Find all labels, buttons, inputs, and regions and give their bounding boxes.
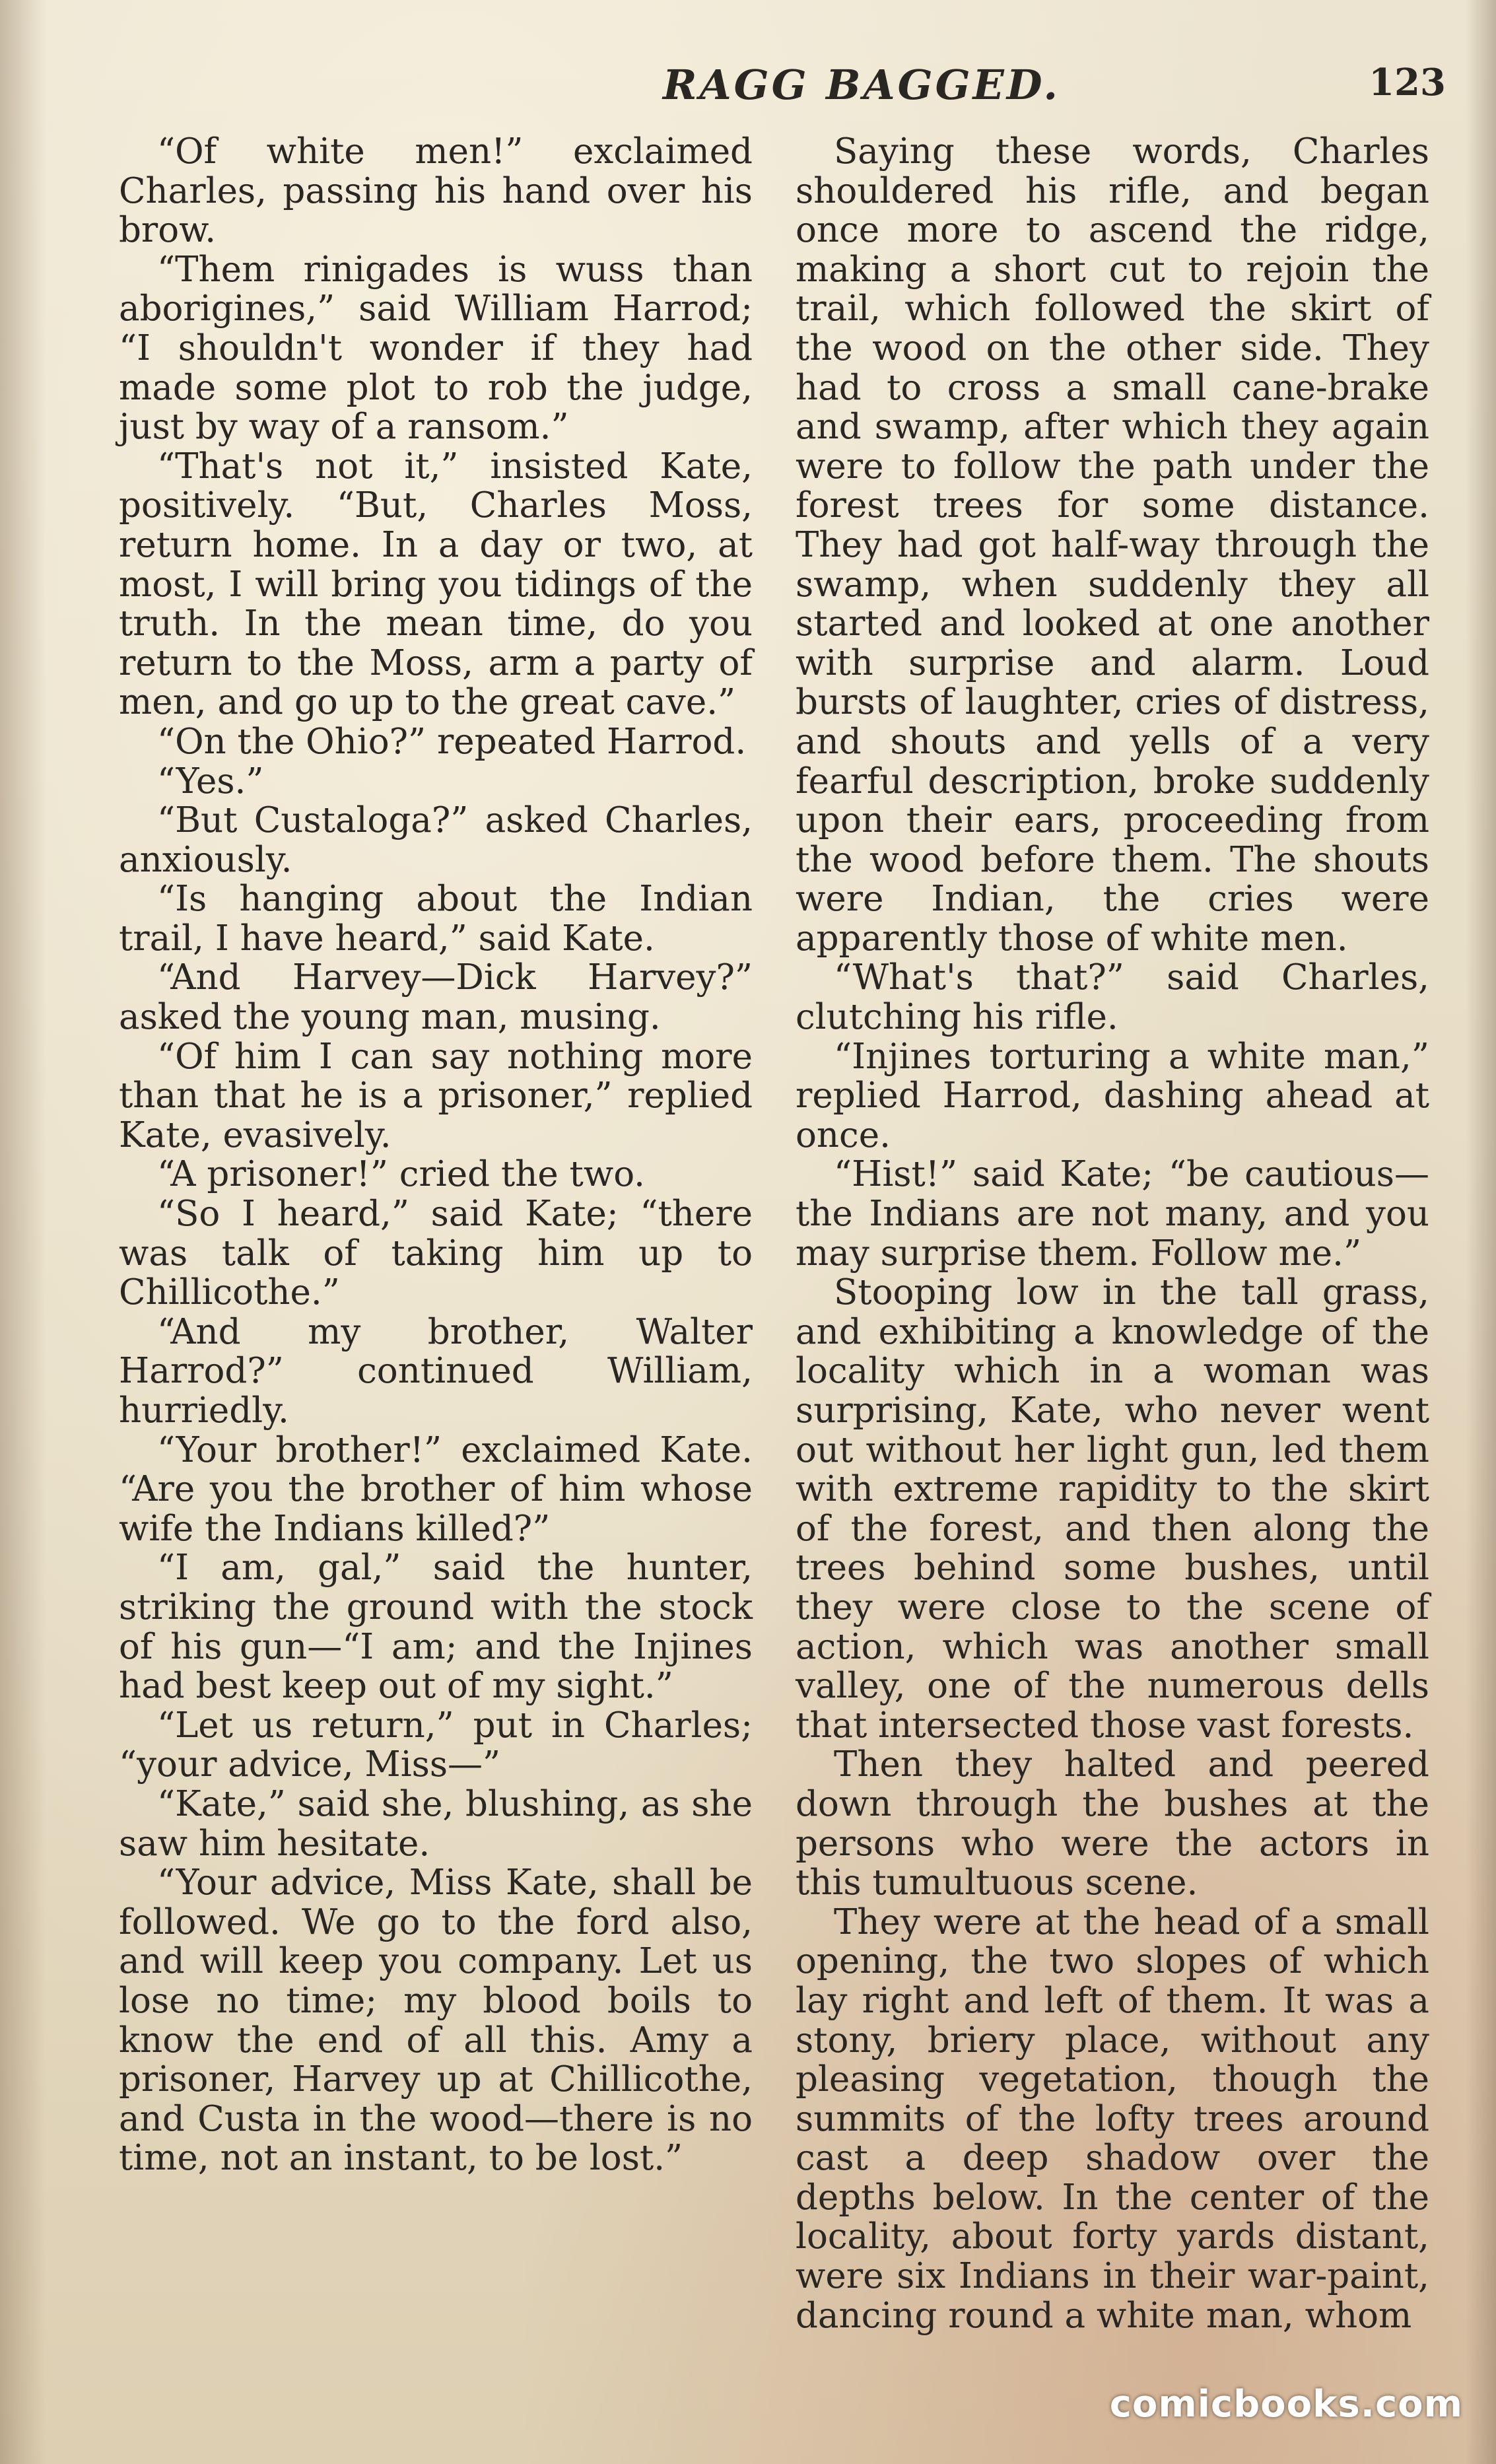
paragraph: They were at the head of a small opening, the two slopes of which lay right and left of them. It was a stony, briery place, without any pleasing vegetation, though the summits of the lofty trees around cast a deep shadow over the depths below. In the center of the locality, about forty yards distant, were six Indians in their war-paint, dancing round a white man, whom bbox=[796, 1901, 1429, 2336]
paragraph: “Of him I can say nothing more than that he is a prisoner,” replied Kate, evasively. bbox=[119, 1036, 753, 1155]
watermark: comicbooks.com bbox=[1109, 2383, 1463, 2426]
page-number: 123 bbox=[1369, 61, 1446, 104]
paragraph: “Hist!” said Kate; “be cautious—the Indians are not many, and you may surprise them. Follow me.” bbox=[796, 1154, 1429, 1274]
paragraph: “Of white men!” exclaimed Charles, passing his hand over his brow. bbox=[119, 131, 753, 251]
paragraph: “Kate,” said she, blushing, as she saw him hesitate. bbox=[119, 1783, 753, 1864]
paragraph: “And my brother, Walter Harrod?” continued William, hurriedly. bbox=[119, 1311, 753, 1431]
paragraph: “Let us return,” put in Charles; “your advice, Miss—” bbox=[119, 1705, 753, 1785]
paragraph: “On the Ohio?” repeated Harrod. bbox=[157, 721, 747, 762]
running-title: RAGG BAGGED. bbox=[663, 61, 1060, 109]
paragraph: “Your advice, Miss Kate, shall be followed. We go to the ford also, and will keep you company. Let us lose no time; my blood boils to know the end of all this. Amy a prisoner, Harvey up at Chillicothe, and Custa in the wood—there is no time, not an instant, to be lost.” bbox=[119, 1863, 753, 2179]
paragraph: Stooping low in the tall grass, and exhibiting a knowledge of the locality which in a woman was surprising, Kate, who never went out without her light gun, led them with extreme rapidity to the skirt of the forest, and then along the trees behind some bushes, until they were close to the scene of action, which was another small valley, one of the numerous dells that intersected those vast forests. bbox=[796, 1272, 1429, 1746]
paragraph: “A prisoner!” cried the two. bbox=[157, 1154, 646, 1195]
paragraph: “And Harvey—Dick Harvey?” asked the young man, musing. bbox=[119, 957, 753, 1038]
paragraph: “Is hanging about the Indian trail, I have heard,” said Kate. bbox=[119, 879, 753, 959]
paragraph: Then they halted and peered down through the bushes at the persons who were the actors in this tumultuous scene. bbox=[796, 1744, 1429, 1903]
paragraph: “Your brother!” exclaimed Kate. “Are you the brother of him whose wife the Indians killed?” bbox=[119, 1429, 753, 1549]
paragraph: “But Custaloga?” asked Charles, anxiously. bbox=[119, 800, 753, 880]
paragraph: “Yes.” bbox=[157, 761, 264, 802]
text-column-right bbox=[796, 132, 1429, 2364]
paragraph: “That's not it,” insisted Kate, positively. “But, Charles Moss, return home. In a day or two, at most, I will bring you tidings of the truth. In the mean time, do you return to the Moss, arm a party of men, and go up to the great cave.” bbox=[119, 446, 753, 723]
paragraph: “Injines torturing a white man,” replied Harrod, dashing ahead at once. bbox=[796, 1036, 1429, 1155]
text-column-left bbox=[119, 132, 753, 2364]
paragraph: “What's that?” said Charles, clutching his rifle. bbox=[796, 957, 1429, 1038]
paragraph: “I am, gal,” said the hunter, striking the ground with the stock of his gun—“I am; and the Injines had best keep out of my sight.” bbox=[119, 1548, 753, 1707]
paragraph: Saying these words, Charles shouldered his rifle, and began once more to ascend the ridge, making a short cut to rejoin the trail, which followed the skirt of the wood on the other side. They had to cross a small cane-brake and swamp, after which they again were to follow the path under the forest trees for some distance. They had got half-way through the swamp, when suddenly they all started and looked at one another with surprise and alarm. Loud bursts of laughter, cries of distress, and shouts and yells of a very fearful description, broke suddenly upon their ears, proceeding from the wood before them. The shouts were Indian, the cries were apparently those of white men. bbox=[796, 131, 1429, 959]
page-header bbox=[119, 61, 1446, 114]
paragraph: “So I heard,” said Kate; “there was talk of taking him up to Chillicothe.” bbox=[119, 1194, 753, 1313]
paragraph: “Them rinigades is wuss than aborigines,” said William Harrod; “I shouldn't wonder if they had made some plot to rob the judge, just by way of a ransom.” bbox=[119, 249, 753, 448]
